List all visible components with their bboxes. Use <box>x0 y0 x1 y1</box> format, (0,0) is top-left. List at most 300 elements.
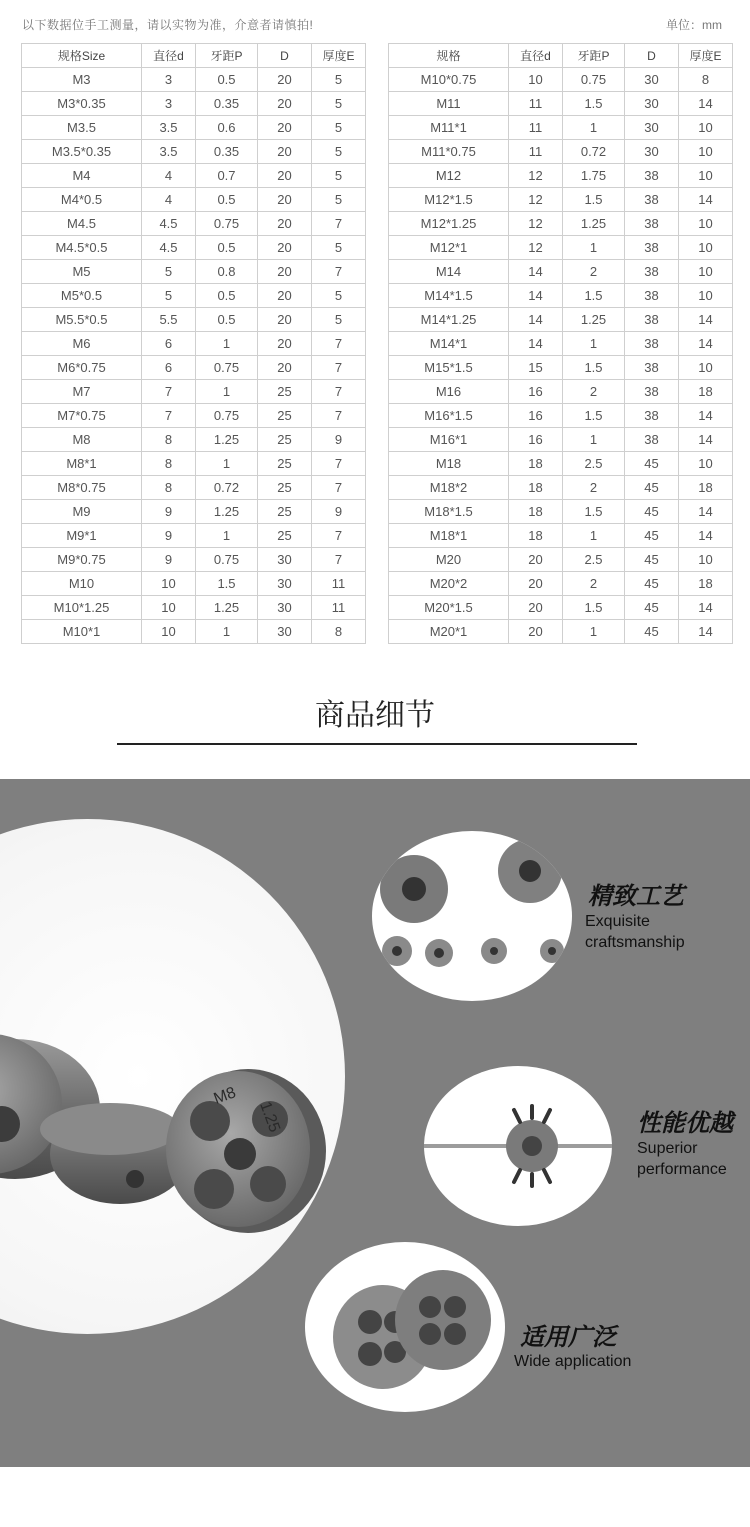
cell-size: M3.5*0.35 <box>22 140 142 164</box>
cell-thickness: 11 <box>312 572 366 596</box>
table-row <box>389 68 733 92</box>
cell-thickness: 18 <box>679 476 733 500</box>
table-row <box>22 92 366 116</box>
cell-size: M10*1.25 <box>22 596 142 620</box>
table-row <box>389 212 733 236</box>
cell-size: M12*1.5 <box>389 188 509 212</box>
cell-diameter: 18 <box>509 476 563 500</box>
cell-outer-d: 45 <box>625 548 679 572</box>
cell-size: M11*1 <box>389 116 509 140</box>
cell-size: M6*0.75 <box>22 356 142 380</box>
cell-diameter: 14 <box>509 260 563 284</box>
cell-thickness: 11 <box>312 596 366 620</box>
cell-size: M8*0.75 <box>22 476 142 500</box>
cell-pitch: 0.8 <box>196 260 258 284</box>
cell-diameter: 3.5 <box>142 116 196 140</box>
cell-diameter: 9 <box>142 548 196 572</box>
cell-outer-d: 45 <box>625 452 679 476</box>
cell-pitch: 2.5 <box>563 548 625 572</box>
cell-diameter: 12 <box>509 164 563 188</box>
cell-diameter: 4.5 <box>142 212 196 236</box>
cell-size: M18*1 <box>389 524 509 548</box>
cell-outer-d: 30 <box>625 116 679 140</box>
cell-outer-d: 30 <box>258 620 312 644</box>
cell-pitch: 2 <box>563 260 625 284</box>
cell-pitch: 0.5 <box>196 284 258 308</box>
cell-pitch: 0.75 <box>196 548 258 572</box>
cell-diameter: 10 <box>142 572 196 596</box>
measurement-note: 以下数据位手工测量，请以实物为准，介意者请慎拍! <box>22 18 314 32</box>
table-row <box>389 380 733 404</box>
cell-diameter: 16 <box>509 428 563 452</box>
cell-size: M4 <box>22 164 142 188</box>
cell-pitch: 0.75 <box>196 212 258 236</box>
cell-outer-d: 30 <box>258 572 312 596</box>
cell-thickness: 14 <box>679 188 733 212</box>
cell-diameter: 11 <box>509 140 563 164</box>
cell-size: M18*1.5 <box>389 500 509 524</box>
cell-thickness: 5 <box>312 92 366 116</box>
table-row <box>22 236 366 260</box>
unit-note: 单位：mm <box>666 18 722 32</box>
cell-size: M5*0.5 <box>22 284 142 308</box>
cell-size: M10*1 <box>22 620 142 644</box>
cell-thickness: 7 <box>312 260 366 284</box>
table-row <box>389 164 733 188</box>
cell-pitch: 0.75 <box>196 404 258 428</box>
cell-thickness: 14 <box>679 308 733 332</box>
cell-pitch: 0.5 <box>196 68 258 92</box>
cell-pitch: 1.25 <box>196 596 258 620</box>
cell-outer-d: 20 <box>258 92 312 116</box>
section-title: 商品细节 <box>315 698 435 733</box>
cell-pitch: 0.75 <box>563 68 625 92</box>
col-header-outer-d: D <box>258 44 312 68</box>
cell-diameter: 8 <box>142 452 196 476</box>
table-row <box>22 380 366 404</box>
table-row <box>389 596 733 620</box>
col-header-size: 规格Size <box>22 44 142 68</box>
cell-thickness: 5 <box>312 68 366 92</box>
cell-diameter: 8 <box>142 476 196 500</box>
cell-diameter: 11 <box>509 116 563 140</box>
cell-thickness: 7 <box>312 548 366 572</box>
cell-pitch: 0.5 <box>196 236 258 260</box>
cell-pitch: 1.25 <box>563 308 625 332</box>
cell-size: M9*0.75 <box>22 548 142 572</box>
cell-pitch: 1 <box>563 620 625 644</box>
cell-size: M20*1 <box>389 620 509 644</box>
cell-diameter: 12 <box>509 212 563 236</box>
cell-pitch: 1.5 <box>563 92 625 116</box>
cell-size: M20 <box>389 548 509 572</box>
cell-diameter: 6 <box>142 332 196 356</box>
table-row <box>22 452 366 476</box>
table-row <box>22 404 366 428</box>
craftsmanship-photo-circle <box>372 831 572 1001</box>
cell-diameter: 5.5 <box>142 308 196 332</box>
table-row <box>389 452 733 476</box>
cell-diameter: 14 <box>509 308 563 332</box>
cell-thickness: 5 <box>312 164 366 188</box>
cell-diameter: 7 <box>142 404 196 428</box>
table-row <box>389 332 733 356</box>
cell-pitch: 1.5 <box>563 356 625 380</box>
table-row <box>389 308 733 332</box>
cell-pitch: 1 <box>563 524 625 548</box>
table-row <box>22 308 366 332</box>
cell-thickness: 8 <box>312 620 366 644</box>
cell-outer-d: 38 <box>625 164 679 188</box>
cell-outer-d: 20 <box>258 68 312 92</box>
die-size-marking: M8 <box>211 1084 239 1108</box>
cell-size: M18 <box>389 452 509 476</box>
cell-pitch: 1.5 <box>196 572 258 596</box>
cell-outer-d: 45 <box>625 524 679 548</box>
cell-thickness: 5 <box>312 308 366 332</box>
spec-table-right <box>388 43 733 644</box>
cell-thickness: 10 <box>679 260 733 284</box>
cell-outer-d: 25 <box>258 500 312 524</box>
col-header-pitch: 牙距P <box>563 44 625 68</box>
table-row <box>389 572 733 596</box>
cell-diameter: 20 <box>509 572 563 596</box>
cell-thickness: 7 <box>312 332 366 356</box>
cell-outer-d: 25 <box>258 524 312 548</box>
cell-pitch: 1 <box>196 620 258 644</box>
cell-outer-d: 30 <box>258 548 312 572</box>
die-pitch-marking: 1.25 <box>256 1099 283 1135</box>
table-row <box>389 428 733 452</box>
cell-size: M5.5*0.5 <box>22 308 142 332</box>
cell-size: M18*2 <box>389 476 509 500</box>
cell-thickness: 10 <box>679 164 733 188</box>
cell-outer-d: 38 <box>625 380 679 404</box>
cell-pitch: 1 <box>196 524 258 548</box>
cell-outer-d: 20 <box>258 332 312 356</box>
cell-outer-d: 45 <box>625 596 679 620</box>
cell-thickness: 14 <box>679 596 733 620</box>
cell-size: M16*1 <box>389 428 509 452</box>
cell-outer-d: 20 <box>258 236 312 260</box>
cell-thickness: 14 <box>679 620 733 644</box>
cell-outer-d: 45 <box>625 620 679 644</box>
col-header-diameter: 直径d <box>509 44 563 68</box>
cell-thickness: 7 <box>312 212 366 236</box>
cell-thickness: 14 <box>679 332 733 356</box>
cell-diameter: 8 <box>142 428 196 452</box>
cell-size: M10*0.75 <box>389 68 509 92</box>
table-row <box>22 116 366 140</box>
col-header-diameter: 直径d <box>142 44 196 68</box>
cell-diameter: 15 <box>509 356 563 380</box>
table-row <box>389 620 733 644</box>
cell-size: M14*1.25 <box>389 308 509 332</box>
cell-size: M14 <box>389 260 509 284</box>
cell-thickness: 9 <box>312 428 366 452</box>
cell-outer-d: 25 <box>258 476 312 500</box>
cell-diameter: 16 <box>509 404 563 428</box>
application-photo-circle <box>305 1242 505 1412</box>
cell-thickness: 7 <box>312 380 366 404</box>
cell-outer-d: 38 <box>625 308 679 332</box>
cell-outer-d: 25 <box>258 404 312 428</box>
cell-pitch: 0.7 <box>196 164 258 188</box>
cell-size: M16 <box>389 380 509 404</box>
cell-outer-d: 20 <box>258 188 312 212</box>
cell-pitch: 1.25 <box>196 428 258 452</box>
table-row <box>389 140 733 164</box>
cell-outer-d: 38 <box>625 356 679 380</box>
cell-pitch: 1.25 <box>563 212 625 236</box>
cell-outer-d: 25 <box>258 380 312 404</box>
col-header-outer-d: D <box>625 44 679 68</box>
cell-thickness: 10 <box>679 236 733 260</box>
cell-outer-d: 25 <box>258 428 312 452</box>
cell-thickness: 10 <box>679 284 733 308</box>
cell-pitch: 0.5 <box>196 188 258 212</box>
cell-pitch: 0.5 <box>196 308 258 332</box>
cell-pitch: 1.25 <box>196 500 258 524</box>
cell-diameter: 10 <box>142 620 196 644</box>
cell-outer-d: 45 <box>625 500 679 524</box>
cell-outer-d: 25 <box>258 452 312 476</box>
table-row <box>22 524 366 548</box>
spec-table-left <box>21 43 366 644</box>
cell-thickness: 7 <box>312 476 366 500</box>
cell-diameter: 9 <box>142 500 196 524</box>
cell-size: M6 <box>22 332 142 356</box>
cell-outer-d: 30 <box>258 596 312 620</box>
cell-thickness: 7 <box>312 404 366 428</box>
cell-pitch: 1.5 <box>563 284 625 308</box>
cell-diameter: 5 <box>142 260 196 284</box>
die-wrench-photo <box>424 1066 612 1226</box>
cell-outer-d: 30 <box>625 140 679 164</box>
table-row <box>389 284 733 308</box>
table-row <box>389 476 733 500</box>
cell-diameter: 12 <box>509 236 563 260</box>
cell-diameter: 3 <box>142 92 196 116</box>
cell-size: M9 <box>22 500 142 524</box>
cell-pitch: 2 <box>563 572 625 596</box>
cell-outer-d: 45 <box>625 572 679 596</box>
cell-pitch: 1.5 <box>563 404 625 428</box>
cell-pitch: 1.5 <box>563 500 625 524</box>
cell-thickness: 8 <box>679 68 733 92</box>
cell-outer-d: 38 <box>625 284 679 308</box>
cell-thickness: 10 <box>679 212 733 236</box>
cell-diameter: 3 <box>142 68 196 92</box>
cell-diameter: 3.5 <box>142 140 196 164</box>
table-row <box>389 548 733 572</box>
cell-diameter: 20 <box>509 548 563 572</box>
cell-outer-d: 20 <box>258 116 312 140</box>
cell-outer-d: 38 <box>625 404 679 428</box>
table-row <box>389 92 733 116</box>
cell-size: M3 <box>22 68 142 92</box>
cell-size: M12 <box>389 164 509 188</box>
product-detail-panel <box>0 779 750 1467</box>
cell-pitch: 0.75 <box>196 356 258 380</box>
cell-size: M10 <box>22 572 142 596</box>
section-divider <box>117 743 637 745</box>
table-header-row <box>22 44 366 68</box>
cell-thickness: 5 <box>312 284 366 308</box>
cell-size: M14*1.5 <box>389 284 509 308</box>
cell-outer-d: 20 <box>258 308 312 332</box>
cell-diameter: 14 <box>509 284 563 308</box>
dies-pair-photo <box>305 1242 505 1412</box>
table-row <box>22 428 366 452</box>
table-row <box>22 332 366 356</box>
cell-outer-d: 20 <box>258 164 312 188</box>
cell-size: M16*1.5 <box>389 404 509 428</box>
table-row <box>22 476 366 500</box>
table-row <box>389 188 733 212</box>
performance-photo-circle <box>424 1066 612 1226</box>
cell-outer-d: 38 <box>625 212 679 236</box>
table-row <box>22 284 366 308</box>
cell-thickness: 14 <box>679 500 733 524</box>
table-row <box>389 356 733 380</box>
cell-thickness: 7 <box>312 356 366 380</box>
feature-application-subtitle: Wide application <box>514 1353 632 1370</box>
cell-pitch: 2 <box>563 476 625 500</box>
cell-diameter: 11 <box>509 92 563 116</box>
cell-pitch: 1 <box>563 116 625 140</box>
cell-pitch: 1 <box>563 332 625 356</box>
cell-size: M20*2 <box>389 572 509 596</box>
cell-outer-d: 38 <box>625 188 679 212</box>
cell-thickness: 10 <box>679 116 733 140</box>
die-set-photo <box>372 831 572 1001</box>
cell-thickness: 5 <box>312 116 366 140</box>
cell-thickness: 5 <box>312 236 366 260</box>
cell-thickness: 7 <box>312 524 366 548</box>
cell-size: M4.5 <box>22 212 142 236</box>
cell-size: M7 <box>22 380 142 404</box>
cell-outer-d: 20 <box>258 212 312 236</box>
cell-pitch: 1.5 <box>563 188 625 212</box>
cell-size: M3.5 <box>22 116 142 140</box>
cell-thickness: 14 <box>679 92 733 116</box>
col-header-thickness: 厚度E <box>679 44 733 68</box>
cell-size: M3*0.35 <box>22 92 142 116</box>
cell-outer-d: 30 <box>625 68 679 92</box>
feature-performance-title: 性能优越 <box>637 1110 733 1137</box>
table-row <box>22 548 366 572</box>
table-row <box>22 68 366 92</box>
cell-outer-d: 20 <box>258 260 312 284</box>
cell-pitch: 2.5 <box>563 452 625 476</box>
col-header-pitch: 牙距P <box>196 44 258 68</box>
cell-diameter: 20 <box>509 596 563 620</box>
cell-size: M20*1.5 <box>389 596 509 620</box>
cell-size: M14*1 <box>389 332 509 356</box>
cell-diameter: 10 <box>142 596 196 620</box>
cell-size: M5 <box>22 260 142 284</box>
cell-diameter: 20 <box>509 620 563 644</box>
cell-size: M12*1.25 <box>389 212 509 236</box>
cell-diameter: 4 <box>142 164 196 188</box>
feature-performance-subtitle: Superior performance <box>637 1140 727 1178</box>
cell-diameter: 9 <box>142 524 196 548</box>
cell-thickness: 18 <box>679 572 733 596</box>
cell-diameter: 10 <box>509 68 563 92</box>
cell-diameter: 7 <box>142 380 196 404</box>
cell-thickness: 14 <box>679 404 733 428</box>
cell-outer-d: 45 <box>625 476 679 500</box>
cell-pitch: 1.75 <box>563 164 625 188</box>
table-row <box>389 500 733 524</box>
cell-pitch: 1 <box>563 428 625 452</box>
cell-outer-d: 20 <box>258 284 312 308</box>
cell-diameter: 18 <box>509 500 563 524</box>
cell-outer-d: 30 <box>625 92 679 116</box>
table-row <box>22 164 366 188</box>
cell-pitch: 0.72 <box>563 140 625 164</box>
hero-photo-circle <box>0 819 345 1334</box>
table-row <box>389 524 733 548</box>
cell-pitch: 1 <box>196 452 258 476</box>
cell-size: M15*1.5 <box>389 356 509 380</box>
cell-thickness: 18 <box>679 380 733 404</box>
table-row <box>389 404 733 428</box>
table-row <box>22 212 366 236</box>
table-row <box>389 236 733 260</box>
cell-outer-d: 20 <box>258 356 312 380</box>
table-row <box>22 500 366 524</box>
cell-diameter: 18 <box>509 524 563 548</box>
table-row <box>22 356 366 380</box>
cell-diameter: 14 <box>509 332 563 356</box>
cell-outer-d: 38 <box>625 236 679 260</box>
cell-thickness: 10 <box>679 452 733 476</box>
cell-diameter: 16 <box>509 380 563 404</box>
cell-outer-d: 38 <box>625 260 679 284</box>
feature-craftsmanship-title: 精致工艺 <box>588 883 684 910</box>
table-row <box>22 188 366 212</box>
cell-pitch: 1 <box>196 380 258 404</box>
table-row <box>22 596 366 620</box>
round-dies-photo <box>0 819 345 1334</box>
cell-pitch: 1.5 <box>563 596 625 620</box>
cell-outer-d: 38 <box>625 332 679 356</box>
cell-outer-d: 38 <box>625 428 679 452</box>
cell-size: M4*0.5 <box>22 188 142 212</box>
table-row <box>22 140 366 164</box>
col-header-size: 规格 <box>389 44 509 68</box>
cell-pitch: 0.6 <box>196 116 258 140</box>
table-row <box>389 116 733 140</box>
cell-pitch: 2 <box>563 380 625 404</box>
cell-thickness: 14 <box>679 428 733 452</box>
cell-size: M9*1 <box>22 524 142 548</box>
col-header-thickness: 厚度E <box>312 44 366 68</box>
cell-thickness: 5 <box>312 140 366 164</box>
cell-diameter: 12 <box>509 188 563 212</box>
cell-size: M11*0.75 <box>389 140 509 164</box>
cell-size: M8*1 <box>22 452 142 476</box>
cell-pitch: 1 <box>196 332 258 356</box>
table-row <box>22 572 366 596</box>
feature-craftsmanship-subtitle: Exquisite craftsmanship <box>585 913 685 951</box>
cell-diameter: 6 <box>142 356 196 380</box>
cell-thickness: 14 <box>679 524 733 548</box>
cell-thickness: 10 <box>679 548 733 572</box>
cell-outer-d: 20 <box>258 140 312 164</box>
